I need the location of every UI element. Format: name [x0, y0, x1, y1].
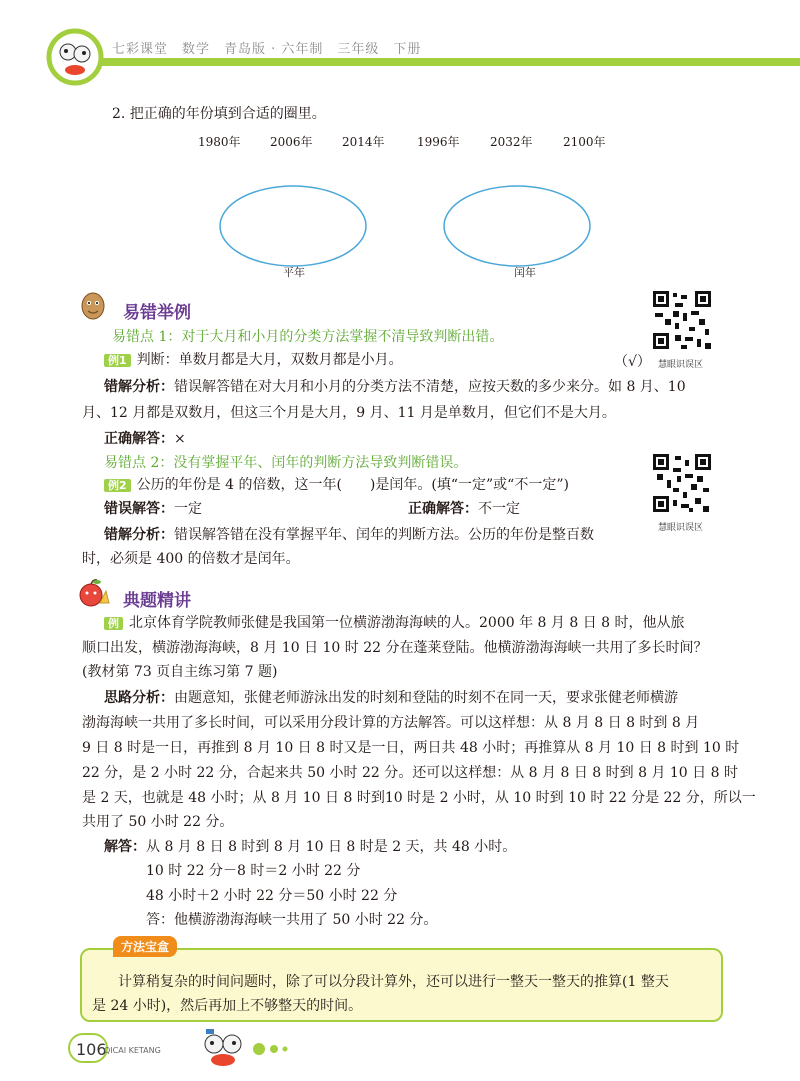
leap-year-ellipse[interactable] [444, 186, 590, 266]
method-tip-tag: 方法宝盒 [113, 936, 177, 957]
year-2032: 2032年 [490, 135, 533, 149]
apple-mascot-icon [76, 577, 110, 611]
year-2014: 2014年 [342, 135, 385, 149]
analysis-line-4: 22 分，是 2 小时 22 分，合起来共 50 小时 22 分。还可以这样想：从 8 月 8 日 8 时到 8 月 10 日 8 时 [82, 765, 738, 781]
example-1-text: 判断：单数月都是大月，双数月都是小月。 [136, 352, 403, 368]
qr-code-icon[interactable] [651, 452, 713, 514]
header-bar [60, 58, 800, 66]
analysis-line-5: 是 2 天，也就是 48 小时；从 8 月 10 日 8 时到10 时是 2 小时，从 10 时到 10 时 22 分是 22 分，所以一 [82, 790, 756, 806]
tip-line-1: 计算稍复杂的时间问题时，除了可以分段计算外，还可以进行一整天一整天的推算(1 整天 [118, 974, 669, 990]
wrong-analysis-label: 错解分析： [104, 379, 174, 395]
cartoon-logo-icon [44, 28, 106, 86]
example-typical-line-1 [104, 616, 685, 630]
example-1-mark: （√） [614, 354, 651, 370]
answer-line-1 [104, 840, 516, 854]
example-badge: 例 [104, 617, 123, 630]
answer-line-4: 答：他横游渤海海峡一共用了 50 小时 22 分。 [146, 912, 438, 928]
analysis-text: 由题意知，张健老师游泳出发的时刻和登陆的时刻不在同一天，要求张健老师横游 [174, 690, 678, 706]
analysis-line-2: 渤海海峡一共用了多长时间，可以采用分段计算的方法解答。可以这样想：从 8 月 8 日 8 时到 8 月 [82, 715, 700, 731]
wrong-answer-label: 错误解答： [104, 501, 174, 517]
wrong-analysis-1 [104, 380, 686, 394]
right-answer-2 [408, 502, 520, 516]
correct-answer-label: 正确解答： [104, 431, 174, 447]
example-2-badge: 例2 [104, 479, 131, 492]
wrong-answer-2 [104, 502, 202, 516]
footer-brand: QICAI KETANG [104, 1046, 161, 1055]
year-2100: 2100年 [563, 135, 606, 149]
qr-caption: 慧眼识误区 [658, 523, 704, 533]
wrong-analysis-2-label: 错解分析： [104, 527, 174, 543]
right-answer-value: 不一定 [478, 501, 520, 517]
common-year-ellipse[interactable] [220, 186, 366, 266]
analysis-line-6: 共用了 50 小时 22 分。 [82, 814, 234, 830]
egg-mascot-icon [76, 288, 110, 322]
example-1-badge: 例1 [104, 354, 131, 367]
answer-line-2: 10 时 22 分－8 时＝2 小时 22 分 [146, 863, 361, 879]
example-typical-line-2: 顺口出发，横游渤海海峡，8 月 10 日 10 时 22 分在蓬莱登陆。他横游渤海海峡一共用了多长时间？ [82, 640, 708, 656]
correct-answer-value: × [174, 431, 186, 447]
wrong-analysis-2-text-1: 错误解答错在没有掌握平年、闰年的判断方法。公历的年份是整百数 [174, 527, 594, 543]
example-2 [104, 478, 569, 492]
example-text: 北京体育学院教师张健是我国第一位横游渤海海峡的人。2000 年 8 月 8 日 8 时，他从旅 [129, 615, 685, 631]
analysis-label: 思路分析： [104, 690, 174, 706]
qr-code-icon[interactable] [651, 289, 713, 351]
correct-answer-1 [104, 432, 186, 446]
wrong-answer-value: 一定 [174, 501, 202, 517]
example-typical-line-3: (教材第 73 页自主练习第 7 题) [82, 664, 278, 680]
page-number: 106 [76, 1040, 107, 1059]
answer-line-3: 48 小时＋2 小时 22 分＝50 小时 22 分 [146, 888, 398, 904]
answer-ellipses [210, 178, 610, 288]
common-year-label: 平年 [283, 266, 305, 279]
analysis-line-3: 9 日 8 时是一日，再推到 8 月 10 日 8 时又是一日，两日共 48 小时；再推算从 8 月 10 日 8 时到 10 时 [82, 740, 740, 756]
section-title-common-mistakes: 易错举例 [123, 303, 191, 323]
wrong-analysis-2 [104, 528, 594, 542]
section-title-typical-problems: 典题精讲 [123, 591, 191, 611]
leap-year-label: 闰年 [514, 266, 536, 279]
wrong-analysis-text-1: 错误解答错在对大月和小月的分类方法不清楚，应按天数的多少来分。如 8 月、10 [174, 379, 686, 395]
year-2006: 2006年 [270, 135, 313, 149]
tip-line-2: 是 24 小时)，然后再加上不够整天的时间。 [92, 998, 363, 1014]
footer-dots-icon [252, 1042, 292, 1056]
analysis-line-1 [104, 691, 678, 705]
example-1 [104, 353, 403, 367]
year-1980: 1980年 [198, 135, 241, 149]
wrong-analysis-2-text-2: 时，必须是 400 的倍数才是闰年。 [82, 551, 300, 567]
question-2-prompt: 2. 把正确的年份填到合适的圈里。 [112, 106, 326, 122]
right-answer-label: 正确解答： [408, 501, 478, 517]
answer-text: 从 8 月 8 日 8 时到 8 月 10 日 8 时是 2 天，共 48 小时。 [146, 839, 517, 855]
example-2-text: 公历的年份是 4 的倍数，这一年( )是闰年。(填“一定”或“不一定”) [136, 477, 569, 493]
mistake-point-2: 易错点 2：没有掌握平年、闰年的判断方法导致判断错误。 [104, 455, 468, 471]
qr-caption: 慧眼识误区 [658, 360, 704, 370]
year-1996: 1996年 [417, 135, 460, 149]
mistake-point-1: 易错点 1：对于大月和小月的分类方法掌握不清导致判断出错。 [112, 329, 504, 345]
footer-cartoon-icon [196, 1026, 252, 1070]
answer-label: 解答： [104, 839, 146, 855]
header-title: 七彩课堂 数学 青岛版 · 六年制 三年级 下册 [112, 42, 422, 57]
wrong-analysis-text-2: 月、12 月都是双数月，但这三个月是大月，9 月、11 月是单数月，但它们不是大月。 [82, 405, 616, 421]
